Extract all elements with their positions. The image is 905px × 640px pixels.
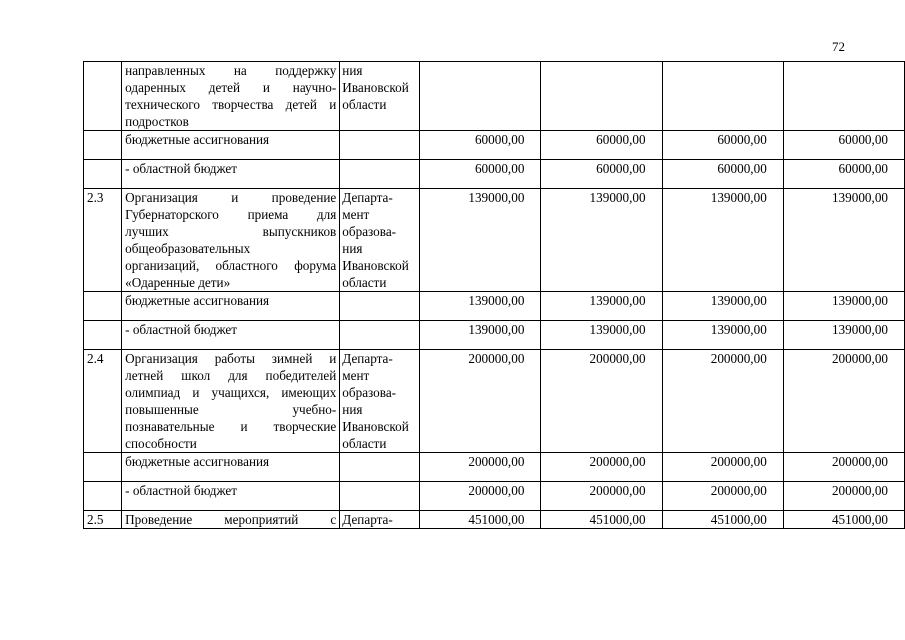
item-number-cell: 2.4 bbox=[84, 350, 122, 453]
description-line: Губернаторского приема для bbox=[125, 207, 337, 222]
item-number-cell bbox=[84, 482, 122, 511]
table-row bbox=[84, 511, 905, 529]
responsible-org-cell bbox=[340, 453, 420, 482]
org-line: области bbox=[342, 275, 387, 290]
responsible-org-cell bbox=[340, 350, 420, 453]
amount-cell: 60000,00 bbox=[662, 131, 783, 160]
amount-cell: 60000,00 bbox=[662, 160, 783, 189]
description-line: повышенные учебно- bbox=[125, 402, 337, 417]
org-line: Департа- bbox=[342, 351, 393, 366]
amount-cell: 60000,00 bbox=[783, 160, 904, 189]
description-line: подростков bbox=[125, 114, 189, 129]
amount-cell: 451000,00 bbox=[662, 511, 783, 529]
description-cell: - областной бюджет bbox=[122, 321, 340, 350]
responsible-org-cell bbox=[340, 131, 420, 160]
description-line: направленных на поддержку bbox=[125, 63, 337, 78]
description-cell: бюджетные ассигнования bbox=[122, 292, 340, 321]
amount-cell: 200000,00 bbox=[541, 482, 662, 511]
amount-cell: 200000,00 bbox=[783, 350, 904, 453]
org-line: Ивановской bbox=[342, 80, 409, 95]
amount-cell: 139000,00 bbox=[783, 321, 904, 350]
description-cell bbox=[122, 189, 340, 292]
description-line: способности bbox=[125, 436, 197, 451]
budget-table bbox=[83, 61, 905, 529]
responsible-org-cell bbox=[340, 160, 420, 189]
amount-cell bbox=[662, 62, 783, 131]
amount-cell: 60000,00 bbox=[420, 160, 541, 189]
description-cell: бюджетные ассигнования bbox=[122, 453, 340, 482]
description-cell: бюджетные ассигнования bbox=[122, 131, 340, 160]
table-row bbox=[84, 350, 905, 453]
amount-cell: 139000,00 bbox=[541, 189, 662, 292]
description-cell bbox=[122, 62, 340, 131]
amount-cell: 200000,00 bbox=[783, 453, 904, 482]
description-cell bbox=[122, 350, 340, 453]
amount-cell: 139000,00 bbox=[541, 321, 662, 350]
amount-cell: 200000,00 bbox=[662, 482, 783, 511]
org-line: ния bbox=[342, 402, 363, 417]
amount-cell: 139000,00 bbox=[420, 321, 541, 350]
amount-cell: 60000,00 bbox=[420, 131, 541, 160]
org-line: Департа- bbox=[342, 190, 393, 205]
description-line: технического творчества детей и bbox=[125, 97, 337, 112]
item-number-cell bbox=[84, 160, 122, 189]
org-line: Ивановской bbox=[342, 419, 409, 434]
amount-cell: 200000,00 bbox=[662, 350, 783, 453]
amount-cell: 60000,00 bbox=[783, 131, 904, 160]
amount-cell: 139000,00 bbox=[420, 189, 541, 292]
amount-cell: 139000,00 bbox=[662, 292, 783, 321]
amount-cell: 200000,00 bbox=[420, 482, 541, 511]
amount-cell: 139000,00 bbox=[541, 292, 662, 321]
org-line: Департа- bbox=[342, 512, 393, 527]
description-line: одаренных детей и научно- bbox=[125, 80, 337, 95]
description-line: познавательные и творческие bbox=[125, 419, 337, 434]
amount-cell: 200000,00 bbox=[662, 453, 783, 482]
description-line: организаций, областного форума bbox=[125, 258, 337, 273]
amount-cell: 139000,00 bbox=[662, 189, 783, 292]
org-line: области bbox=[342, 97, 387, 112]
table-subrow bbox=[84, 453, 905, 482]
item-number-cell bbox=[84, 453, 122, 482]
description-line: летней школ для победителей bbox=[125, 368, 337, 383]
org-line: образова- bbox=[342, 224, 397, 239]
amount-cell: 200000,00 bbox=[420, 350, 541, 453]
description-line: Организация и проведение bbox=[125, 190, 337, 205]
amount-cell: 139000,00 bbox=[420, 292, 541, 321]
description-cell: - областной бюджет bbox=[122, 482, 340, 511]
org-line: ния bbox=[342, 241, 363, 256]
amount-cell: 200000,00 bbox=[541, 350, 662, 453]
item-number-cell bbox=[84, 62, 122, 131]
responsible-org-cell bbox=[340, 511, 420, 529]
org-line: Ивановской bbox=[342, 258, 409, 273]
description-line: Проведение мероприятий с bbox=[125, 512, 337, 527]
amount-cell: 60000,00 bbox=[541, 131, 662, 160]
amount-cell: 451000,00 bbox=[541, 511, 662, 529]
table-row bbox=[84, 62, 905, 131]
item-number-cell bbox=[84, 321, 122, 350]
item-number-cell: 2.3 bbox=[84, 189, 122, 292]
amount-cell: 451000,00 bbox=[420, 511, 541, 529]
table-subrow bbox=[84, 482, 905, 511]
table-row bbox=[84, 189, 905, 292]
responsible-org-cell bbox=[340, 482, 420, 511]
amount-cell: 60000,00 bbox=[541, 160, 662, 189]
amount-cell: 139000,00 bbox=[783, 292, 904, 321]
description-line: «Одаренные дети» bbox=[125, 275, 231, 290]
responsible-org-cell bbox=[340, 321, 420, 350]
table-subrow bbox=[84, 321, 905, 350]
description-cell: - областной бюджет bbox=[122, 160, 340, 189]
item-number-cell bbox=[84, 131, 122, 160]
description-line: лучших выпускников bbox=[125, 224, 337, 239]
item-number-cell: 2.5 bbox=[84, 511, 122, 529]
org-line: образова- bbox=[342, 385, 397, 400]
description-line: Организация работы зимней и bbox=[125, 351, 337, 366]
responsible-org-cell bbox=[340, 62, 420, 131]
amount-cell bbox=[783, 62, 904, 131]
description-line: олимпиад и учащихся, имеющих bbox=[125, 385, 337, 400]
table-subrow bbox=[84, 292, 905, 321]
amount-cell: 200000,00 bbox=[783, 482, 904, 511]
page-number: 72 bbox=[832, 39, 845, 54]
amount-cell: 451000,00 bbox=[783, 511, 904, 529]
description-line: общеобразовательных bbox=[125, 241, 251, 256]
item-number-cell bbox=[84, 292, 122, 321]
amount-cell: 200000,00 bbox=[420, 453, 541, 482]
org-line: мент bbox=[342, 368, 370, 383]
org-line: мент bbox=[342, 207, 370, 222]
amount-cell: 200000,00 bbox=[541, 453, 662, 482]
description-cell bbox=[122, 511, 340, 529]
responsible-org-cell bbox=[340, 189, 420, 292]
table-subrow bbox=[84, 160, 905, 189]
org-line: ния bbox=[342, 63, 363, 78]
amount-cell bbox=[541, 62, 662, 131]
table-subrow bbox=[84, 131, 905, 160]
amount-cell: 139000,00 bbox=[662, 321, 783, 350]
org-line: области bbox=[342, 436, 387, 451]
responsible-org-cell bbox=[340, 292, 420, 321]
amount-cell bbox=[420, 62, 541, 131]
amount-cell: 139000,00 bbox=[783, 189, 904, 292]
